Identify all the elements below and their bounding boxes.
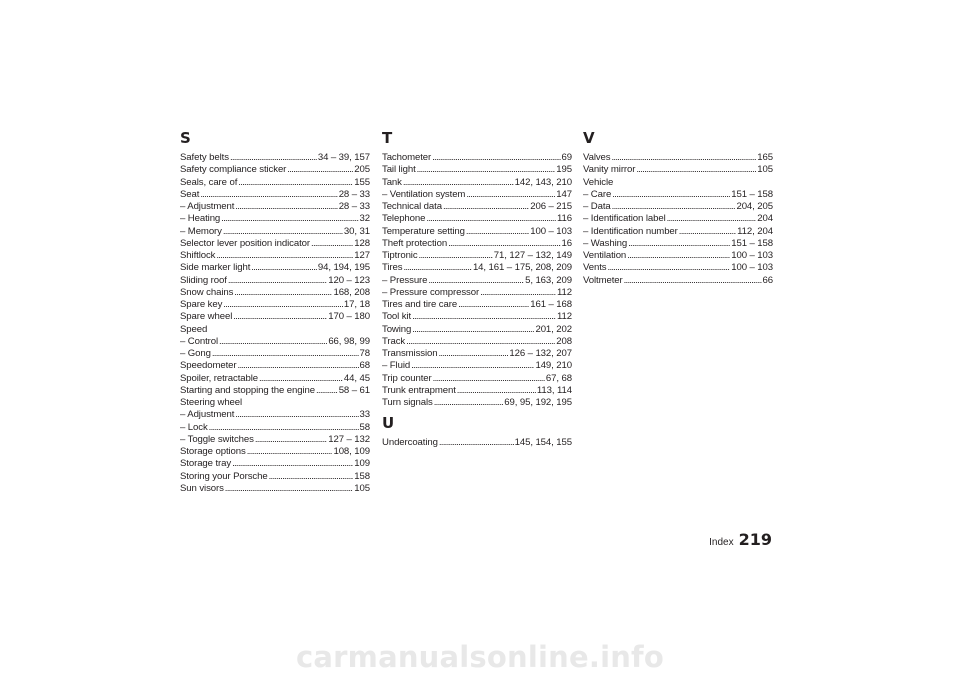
entry-term: Storage options — [180, 446, 246, 457]
entry-pages: 66 — [762, 274, 773, 286]
entry-term: Tank — [382, 176, 402, 188]
entry-term: Starting and stopping the engine — [180, 384, 315, 396]
leader-dots — [636, 164, 756, 176]
index-entry — [180, 397, 370, 409]
index-entry — [583, 213, 773, 225]
leader-dots — [216, 250, 353, 262]
index-entry — [180, 311, 370, 323]
index-entry — [382, 250, 572, 262]
leader-dots — [232, 458, 353, 470]
index-entry — [382, 164, 572, 176]
entry-term: Theft protection — [382, 237, 448, 249]
leader-dots — [439, 348, 509, 360]
entry-term: – Control — [180, 335, 219, 347]
entry-term: – Memory — [180, 225, 222, 237]
entry-term: Turn signals — [382, 397, 433, 408]
entry-term: – Identification label — [583, 213, 666, 225]
entry-term: – Data — [583, 201, 611, 212]
leader-dots — [417, 164, 556, 176]
entry-pages: 113, 114 — [536, 384, 572, 396]
section-letter-s: S — [180, 129, 191, 147]
index-entry — [382, 275, 572, 287]
entry-term: Seat — [180, 188, 200, 200]
page-footer — [709, 530, 772, 549]
entry-pages: 155 — [354, 176, 370, 188]
index-entry — [180, 434, 370, 446]
entry-term: Transmission — [382, 348, 438, 359]
leader-dots — [419, 250, 493, 262]
leader-dots — [624, 275, 762, 287]
leader-dots — [443, 201, 529, 213]
entry-term: Tachometer — [382, 152, 432, 163]
entry-term: Track — [382, 335, 406, 347]
entry-pages: 112 — [557, 311, 572, 323]
entry-pages: 165 — [757, 152, 773, 163]
entry-pages: 33 — [359, 409, 370, 421]
entry-pages: 208 — [556, 335, 572, 347]
section-letter-u: U — [382, 414, 395, 433]
index-entry — [583, 152, 773, 164]
index-entry — [180, 152, 370, 164]
leader-dots — [235, 201, 337, 213]
entry-term: Safety compliance sticker — [180, 164, 287, 176]
entry-pages: 58 — [359, 421, 370, 433]
leader-dots — [212, 348, 359, 360]
entry-term: Snow chains — [180, 286, 234, 298]
leader-dots — [428, 275, 524, 287]
leader-dots — [238, 177, 353, 189]
index-entry — [180, 250, 370, 262]
leader-dots — [287, 164, 353, 176]
leader-dots — [628, 238, 730, 250]
leader-dots — [403, 177, 514, 189]
footer-label: Index — [709, 537, 734, 548]
entry-pages: 68 — [359, 360, 370, 372]
index-entry — [180, 262, 370, 274]
entry-term: Vehicle — [583, 176, 614, 188]
index-entry — [382, 385, 572, 397]
index-entry — [180, 177, 370, 189]
entry-term: – Fluid — [382, 360, 411, 372]
index-entry — [382, 213, 572, 225]
entry-pages: 151 – 158 — [731, 188, 773, 200]
entry-pages: 58 – 61 — [338, 384, 370, 396]
entry-pages: 145, 154, 155 — [514, 437, 572, 449]
index-entry — [382, 336, 572, 348]
entry-term: Undercoating — [382, 437, 438, 449]
index-entry — [382, 177, 572, 189]
entry-pages: 78 — [359, 348, 370, 359]
entry-pages: 112 — [557, 286, 572, 298]
entry-pages: 206 – 215 — [530, 201, 572, 212]
leader-dots — [426, 213, 556, 225]
leader-dots — [234, 287, 332, 299]
leader-dots — [611, 152, 756, 164]
entry-term: Vents — [583, 262, 607, 274]
index-entry — [180, 348, 370, 360]
leader-dots — [238, 360, 359, 372]
leader-dots — [433, 373, 545, 385]
watermark: carmanualsonline.info — [295, 640, 665, 674]
index-entry — [180, 471, 370, 483]
entry-pages: 126 – 132, 207 — [509, 348, 572, 359]
leader-dots — [439, 437, 514, 449]
entry-term: Trip counter — [382, 372, 432, 384]
entry-pages: 149, 210 — [535, 360, 572, 372]
index-entry — [583, 275, 773, 287]
entry-pages: 108, 109 — [333, 446, 370, 457]
entry-term: – Care — [583, 188, 612, 200]
entry-term: Towing — [382, 323, 412, 335]
leader-dots — [458, 299, 529, 311]
index-entry — [382, 324, 572, 336]
leader-dots — [228, 275, 327, 287]
index-entry — [382, 226, 572, 238]
entry-pages: 44, 45 — [343, 372, 370, 384]
index-entry — [180, 385, 370, 397]
index-entry — [180, 373, 370, 385]
entry-term: – Pressure compressor — [382, 286, 480, 298]
leader-dots — [247, 446, 333, 458]
entry-pages: 120 – 123 — [328, 274, 370, 286]
entry-pages: 32 — [359, 213, 370, 225]
index-entry — [180, 458, 370, 470]
entry-term: Speedometer — [180, 360, 237, 372]
entry-term: – Ventilation system — [382, 188, 466, 200]
index-entry — [180, 336, 370, 348]
index-entry — [583, 262, 773, 274]
entry-pages: 69 — [561, 152, 572, 163]
entry-term: Spare key — [180, 299, 223, 310]
leader-dots — [406, 336, 555, 348]
entry-term: Tires — [382, 262, 403, 274]
entry-pages: 151 – 158 — [731, 237, 773, 249]
index-entry — [180, 324, 370, 336]
leader-dots — [612, 201, 736, 213]
leader-dots — [233, 311, 327, 323]
index-entry — [180, 483, 370, 495]
index-entry — [180, 275, 370, 287]
entry-pages: 170 – 180 — [328, 311, 370, 323]
leader-dots — [457, 385, 536, 397]
index-entry — [382, 152, 572, 164]
index-entry — [382, 189, 572, 201]
entry-term: Sun visors — [180, 482, 224, 494]
index-entry — [180, 446, 370, 458]
leader-dots — [200, 189, 337, 201]
entry-term: Technical data — [382, 201, 442, 212]
index-entry — [382, 437, 572, 449]
entry-pages: 100 – 103 — [731, 262, 773, 274]
section-letter-v: V — [583, 129, 595, 147]
leader-dots — [434, 397, 504, 409]
entry-term: Ventilation — [583, 250, 627, 261]
entry-pages: 142, 143, 210 — [514, 176, 572, 188]
index-entry — [382, 360, 572, 372]
index-entry — [180, 409, 370, 421]
entry-term: Storage tray — [180, 458, 232, 470]
entry-term: Sliding roof — [180, 274, 227, 286]
entry-pages: 28 – 33 — [338, 188, 370, 200]
leader-dots — [466, 226, 529, 238]
entry-pages: 201, 202 — [535, 323, 572, 335]
leader-dots — [223, 299, 343, 311]
entry-pages: 205 — [354, 164, 370, 176]
index-entry — [180, 189, 370, 201]
entry-term: Vanity mirror — [583, 164, 636, 176]
entry-term: Tail light — [382, 164, 416, 176]
entry-term: Shiftlock — [180, 250, 216, 261]
entry-term: Telephone — [382, 213, 426, 225]
leader-dots — [251, 262, 317, 274]
entry-term: Tool kit — [382, 311, 412, 323]
entry-term: Spare wheel — [180, 311, 233, 323]
entry-term: – Adjustment — [180, 201, 235, 212]
index-entry — [382, 299, 572, 311]
index-entry — [382, 287, 572, 299]
entry-pages: 204 — [757, 213, 773, 225]
index-column-t — [382, 128, 572, 450]
entry-pages: 105 — [354, 482, 370, 494]
entry-term: – Washing — [583, 237, 628, 249]
entry-pages: 94, 194, 195 — [317, 262, 370, 274]
index-entry — [180, 299, 370, 311]
entry-pages: 127 — [354, 250, 370, 261]
index-entry — [583, 226, 773, 238]
index-entry — [382, 238, 572, 250]
index-entry — [180, 213, 370, 225]
leader-dots — [269, 471, 354, 483]
leader-dots — [627, 250, 730, 262]
leader-dots — [259, 373, 343, 385]
page-number: 219 — [738, 530, 772, 549]
entry-term: Tires and tire care — [382, 299, 458, 310]
entry-term: Steering wheel — [180, 397, 243, 408]
entry-term: – Identification number — [583, 225, 678, 237]
index-entry — [180, 164, 370, 176]
entry-term: Side marker light — [180, 262, 251, 274]
entry-pages: 204, 205 — [736, 201, 773, 212]
entry-term: Seals, care of — [180, 176, 238, 188]
leader-dots — [679, 226, 736, 238]
entry-pages: 168, 208 — [333, 286, 370, 298]
entry-term: – Toggle switches — [180, 433, 254, 445]
index-entry — [583, 250, 773, 262]
entry-term: – Heating — [180, 213, 221, 225]
entry-pages: 100 – 103 — [530, 225, 572, 237]
leader-dots — [223, 226, 343, 238]
entry-term: Voltmeter — [583, 274, 623, 286]
entry-pages: 128 — [354, 237, 370, 249]
entry-list-s — [180, 152, 370, 495]
leader-dots — [235, 409, 358, 421]
index-entry — [382, 373, 572, 385]
entry-term: – Pressure — [382, 274, 428, 286]
entry-term: Spoiler, retractable — [180, 372, 258, 384]
leader-dots — [225, 483, 353, 495]
leader-dots — [412, 324, 534, 336]
index-entry — [583, 164, 773, 176]
index-entry — [583, 201, 773, 213]
entry-term: Storing your Porsche — [180, 470, 268, 482]
index-entry — [180, 287, 370, 299]
entry-pages: 17, 18 — [343, 299, 370, 310]
index-column-s — [180, 128, 370, 495]
index-entry — [583, 177, 773, 189]
entry-pages: 100 – 103 — [731, 250, 773, 261]
entry-term: Tiptronic — [382, 250, 418, 261]
entry-pages: 147 — [556, 188, 572, 200]
leader-dots — [612, 189, 730, 201]
entry-pages: 28 – 33 — [338, 201, 370, 212]
leader-dots — [608, 262, 731, 274]
leader-dots — [230, 152, 317, 164]
entry-term: Safety belts — [180, 152, 229, 163]
entry-pages: 127 – 132 — [328, 433, 370, 445]
leader-dots — [221, 213, 358, 225]
leader-dots — [316, 385, 338, 397]
entry-term: Trunk entrapment — [382, 384, 456, 396]
entry-pages: 158 — [354, 470, 370, 482]
entry-list-t — [382, 152, 572, 409]
entry-pages: 116 — [557, 213, 572, 225]
entry-term: Valves — [583, 152, 611, 163]
entry-pages: 67, 68 — [545, 372, 572, 384]
entry-pages: 71, 127 – 132, 149 — [493, 250, 572, 261]
entry-pages: 5, 163, 209 — [525, 274, 572, 286]
leader-dots — [311, 238, 353, 250]
leader-dots — [403, 262, 471, 274]
entry-pages: 195 — [556, 164, 572, 176]
leader-dots — [480, 287, 556, 299]
leader-dots — [219, 336, 327, 348]
leader-dots — [209, 422, 359, 434]
index-entry — [583, 238, 773, 250]
entry-pages: 161 – 168 — [530, 299, 572, 310]
leader-dots — [432, 152, 560, 164]
entry-pages: 109 — [354, 458, 370, 470]
entry-list-u — [382, 437, 572, 449]
index-entry — [180, 360, 370, 372]
entry-pages: 112, 204 — [737, 225, 773, 237]
entry-pages: 30, 31 — [343, 225, 370, 237]
leader-dots — [466, 189, 555, 201]
index-entry — [382, 348, 572, 360]
index-entry — [583, 189, 773, 201]
index-column-v — [583, 128, 773, 287]
leader-dots — [448, 238, 560, 250]
entry-term: Selector lever position indicator — [180, 237, 311, 249]
leader-dots — [255, 434, 327, 446]
leader-dots — [412, 311, 556, 323]
entry-term: Speed — [180, 323, 208, 335]
entry-term: – Gong — [180, 348, 211, 359]
index-entry — [382, 311, 572, 323]
leader-dots — [667, 213, 757, 225]
entry-term: – Adjustment — [180, 409, 235, 421]
index-entry — [180, 238, 370, 250]
entry-pages: 105 — [757, 164, 773, 176]
index-entry — [180, 201, 370, 213]
entry-term: – Lock — [180, 421, 208, 433]
index-entry — [180, 226, 370, 238]
index-entry — [382, 201, 572, 213]
entry-term: Temperature setting — [382, 225, 465, 237]
entry-pages: 14, 161 – 175, 208, 209 — [472, 262, 572, 274]
entry-pages: 34 – 39, 157 — [317, 152, 370, 163]
leader-dots — [411, 360, 534, 372]
index-entry — [382, 397, 572, 409]
entry-pages: 16 — [561, 237, 572, 249]
index-entry — [382, 262, 572, 274]
entry-list-v — [583, 152, 773, 287]
index-entry — [180, 422, 370, 434]
section-letter-t: T — [382, 129, 393, 147]
entry-pages: 69, 95, 192, 195 — [504, 397, 572, 408]
entry-pages: 66, 98, 99 — [328, 335, 370, 347]
